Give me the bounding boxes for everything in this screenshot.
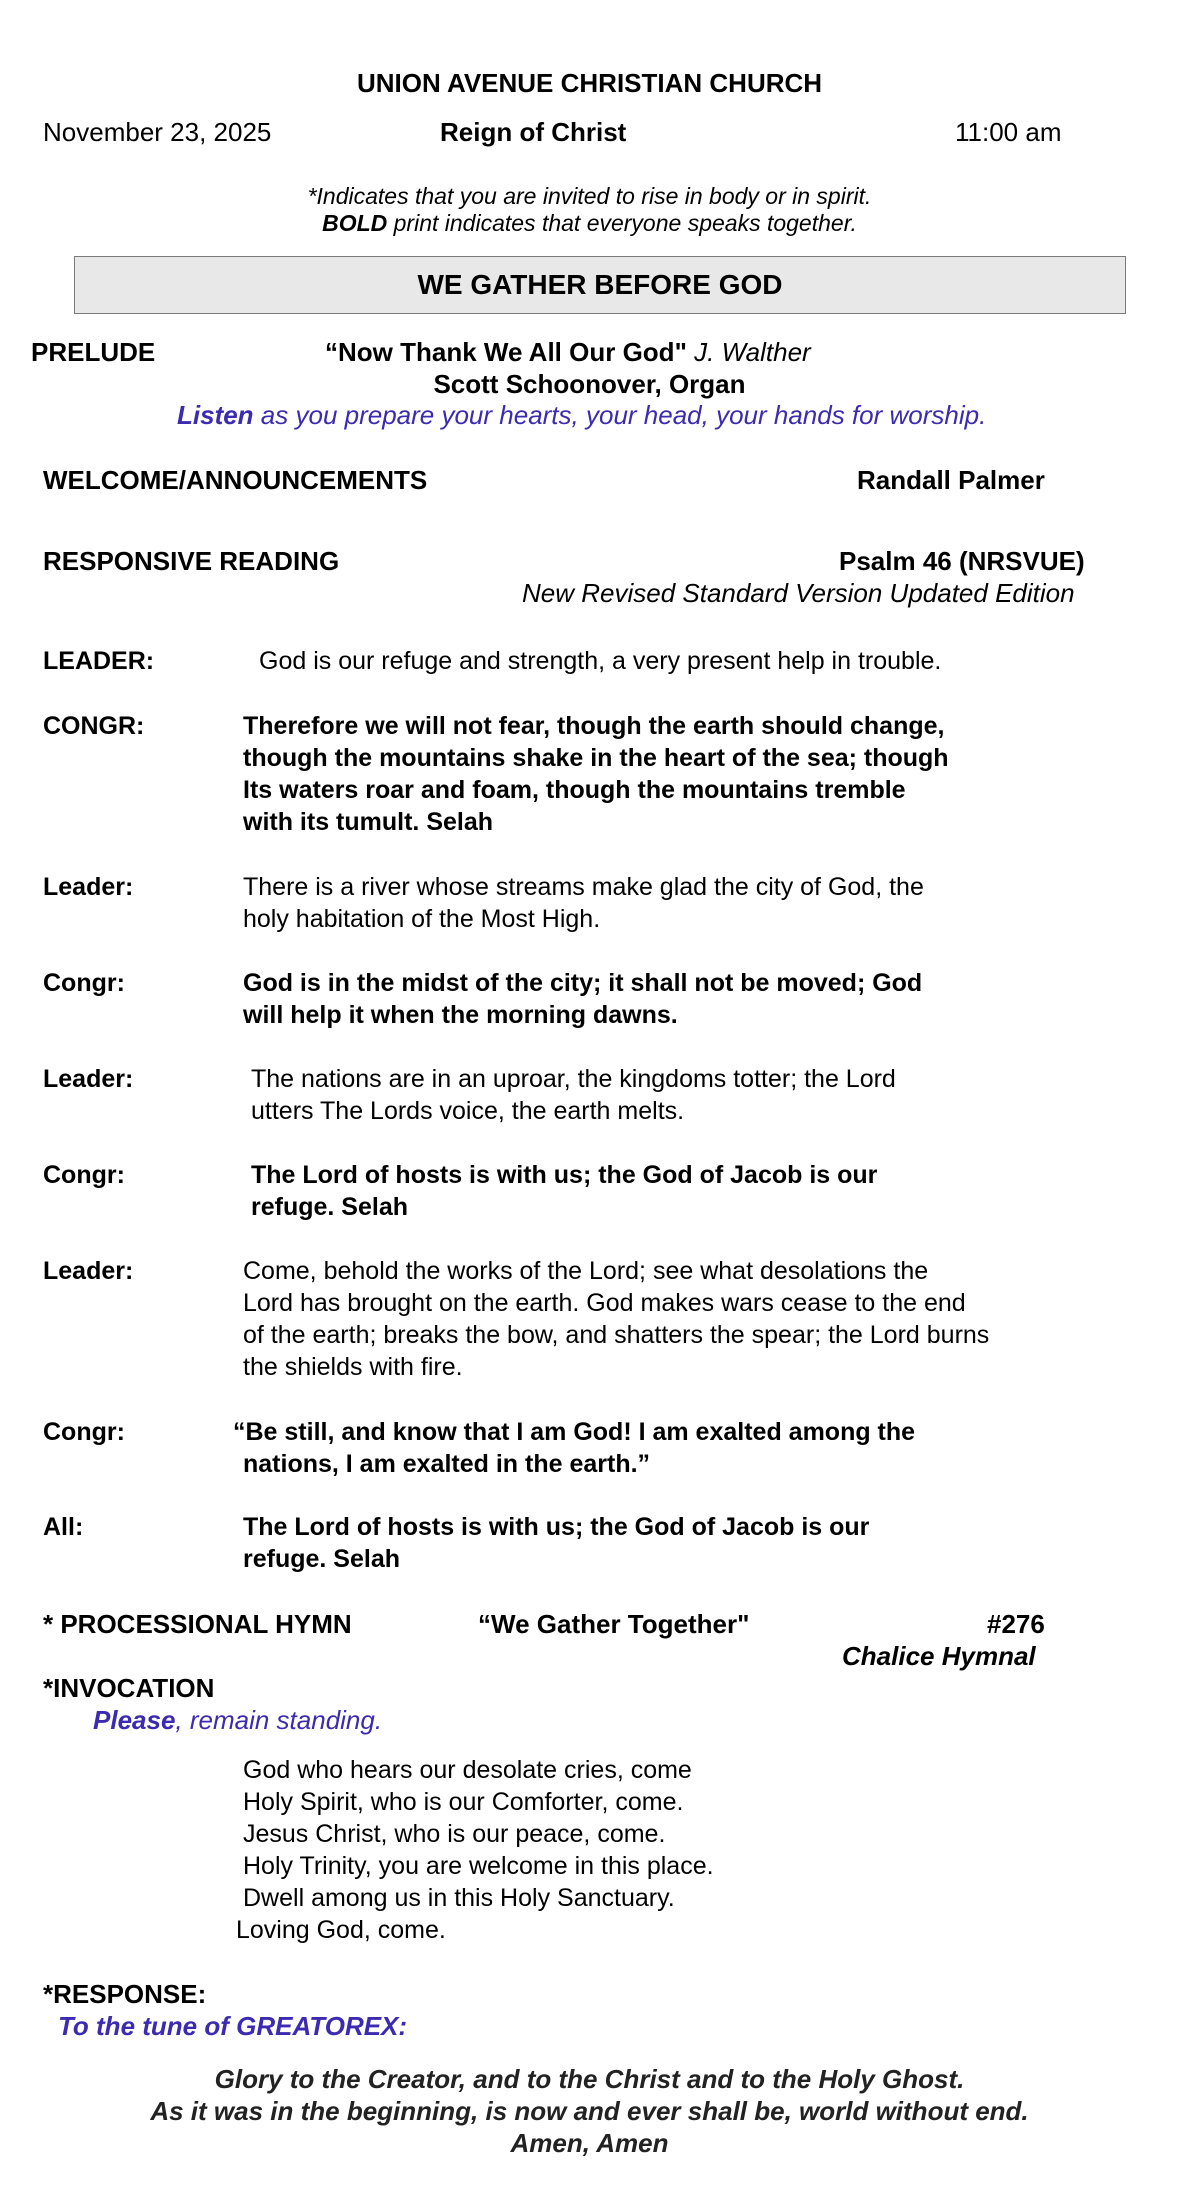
reading-line: nations, I am exalted in the earth.” <box>243 1450 651 1478</box>
invocation-line: Dwell among us in this Holy Sanctuary. <box>243 1884 675 1912</box>
reading-line: There is a river whose streams make glad the city of God, the <box>243 873 924 901</box>
speaker-leader: LEADER: <box>43 647 155 675</box>
hymn-label: * PROCESSIONAL HYMN <box>43 1609 352 1639</box>
speaker-congregation: Congr: <box>43 969 125 997</box>
bold-note-rest: print indicates that everyone speaks together. <box>387 210 857 236</box>
reading-version: New Revised Standard Version Updated Edition <box>522 578 1075 608</box>
invocation-line: Jesus Christ, who is our peace, come. <box>243 1820 666 1848</box>
prelude-performer: Scott Schoonover, Organ <box>433 369 746 399</box>
service-time: 11:00 am <box>955 117 1062 147</box>
speaker-congregation: Congr: <box>43 1418 125 1446</box>
reading-part-congregation-1 <box>243 710 949 838</box>
invocation-line: God who hears our desolate cries, come <box>243 1756 692 1784</box>
reading-line: The Lord of hosts is with us; the God of Jacob is our <box>251 1161 878 1189</box>
response-tune: To the tune of GREATOREX: <box>58 2011 408 2041</box>
welcome-label: WELCOME/ANNOUNCEMENTS <box>43 465 428 495</box>
invocation-label: *INVOCATION <box>43 1673 215 1703</box>
response-line: Amen, Amen <box>510 2128 669 2158</box>
prelude-composer: J. Walther <box>686 337 811 367</box>
reading-line: Therefore we will not fear, though the earth should change, <box>243 712 945 740</box>
please-rest: , remain standing. <box>175 1705 383 1735</box>
response-label: *RESPONSE: <box>43 1979 207 2009</box>
speaker-leader: Leader: <box>43 873 134 901</box>
prelude-title: “Now Thank We All Our God" <box>325 337 687 367</box>
hymn-number: #276 <box>987 1609 1045 1639</box>
reading-line: utters The Lords voice, the earth melts. <box>251 1097 685 1125</box>
prelude-label: PRELUDE <box>31 337 156 367</box>
reading-part-congregation-3 <box>251 1159 877 1223</box>
hymn-book: Chalice Hymnal <box>842 1641 1036 1671</box>
reading-line: Lord has brought on the earth. God makes wars cease to the end <box>243 1289 966 1317</box>
reading-line: “Be still, and know that I am God! I am exalted among the <box>233 1418 916 1446</box>
reading-part-leader-2 <box>243 871 924 935</box>
church-name: UNION AVENUE CHRISTIAN CHURCH <box>356 68 823 98</box>
response-line: As it was in the beginning, is now and ever shall be, world without end. <box>150 2096 1029 2126</box>
reading-line: The nations are in an uproar, the kingdoms totter; the Lord <box>251 1065 896 1093</box>
listen-rest: as you prepare your hearts, your head, your hands for worship. <box>253 400 987 430</box>
speaker-congregation: Congr: <box>43 1161 125 1189</box>
reading-line: Its waters roar and foam, though the mountains tremble <box>243 776 906 804</box>
reading-line: God is our refuge and strength, a very present help in trouble. <box>259 647 942 675</box>
response-line: Glory to the Creator, and to the Christ and to the Holy Ghost. <box>214 2064 965 2094</box>
rise-note: *Indicates that you are invited to rise in body or in spirit. <box>307 183 872 209</box>
bold-word: BOLD <box>322 210 388 236</box>
invocation-text <box>236 1754 714 1946</box>
prelude-piece <box>325 337 811 368</box>
speaker-all: All: <box>43 1513 84 1541</box>
invocation-line: Holy Trinity, you are welcome in this place. <box>243 1852 714 1880</box>
service-occasion: Reign of Christ <box>440 117 627 147</box>
speaker-leader: Leader: <box>43 1257 134 1285</box>
reading-part-leader-3 <box>251 1063 896 1127</box>
reading-line: God is in the midst of the city; it shall not be moved; God <box>243 969 923 997</box>
reading-line: with its tumult. Selah <box>243 808 494 836</box>
bold-note <box>0 210 1179 237</box>
reading-label: RESPONSIVE READING <box>43 546 340 576</box>
reading-part-congregation-4 <box>233 1416 915 1480</box>
hymn-title: “We Gather Together" <box>478 1609 750 1639</box>
invocation-instruction <box>93 1705 382 1736</box>
reading-part-leader-4 <box>243 1255 989 1383</box>
reading-line: holy habitation of the Most High. <box>243 905 601 933</box>
response-text <box>0 2063 1179 2159</box>
invocation-line: Holy Spirit, who is our Comforter, come. <box>243 1788 684 1816</box>
reading-line: of the earth; breaks the bow, and shatters the spear; the Lord burns <box>243 1321 990 1349</box>
speaker-leader: Leader: <box>43 1065 134 1093</box>
reading-line: will help it when the morning dawns. <box>243 1001 678 1029</box>
welcome-name: Randall Palmer <box>857 465 1045 495</box>
reading-part-all <box>243 1511 869 1575</box>
reading-line: Come, behold the works of the Lord; see what desolations the <box>243 1257 929 1285</box>
section-title: WE GATHER BEFORE GOD <box>74 256 1126 314</box>
prelude-instruction <box>177 400 986 431</box>
reading-reference: Psalm 46 (NRSVUE) <box>839 546 1085 576</box>
reading-line: refuge. Selah <box>251 1193 408 1221</box>
please-word: Please <box>93 1705 176 1735</box>
reading-line: the shields with fire. <box>243 1353 463 1381</box>
speaker-congregation: CONGR: <box>43 712 145 740</box>
invocation-line: Loving God, come. <box>236 1916 446 1944</box>
listen-word: Listen <box>177 400 254 430</box>
reading-part-leader-1 <box>259 645 941 677</box>
reading-part-congregation-2 <box>243 967 922 1031</box>
reading-line: refuge. Selah <box>243 1545 400 1573</box>
service-date: November 23, 2025 <box>43 117 272 147</box>
reading-line: The Lord of hosts is with us; the God of Jacob is our <box>243 1513 870 1541</box>
reading-line: though the mountains shake in the heart of the sea; though <box>243 744 949 772</box>
